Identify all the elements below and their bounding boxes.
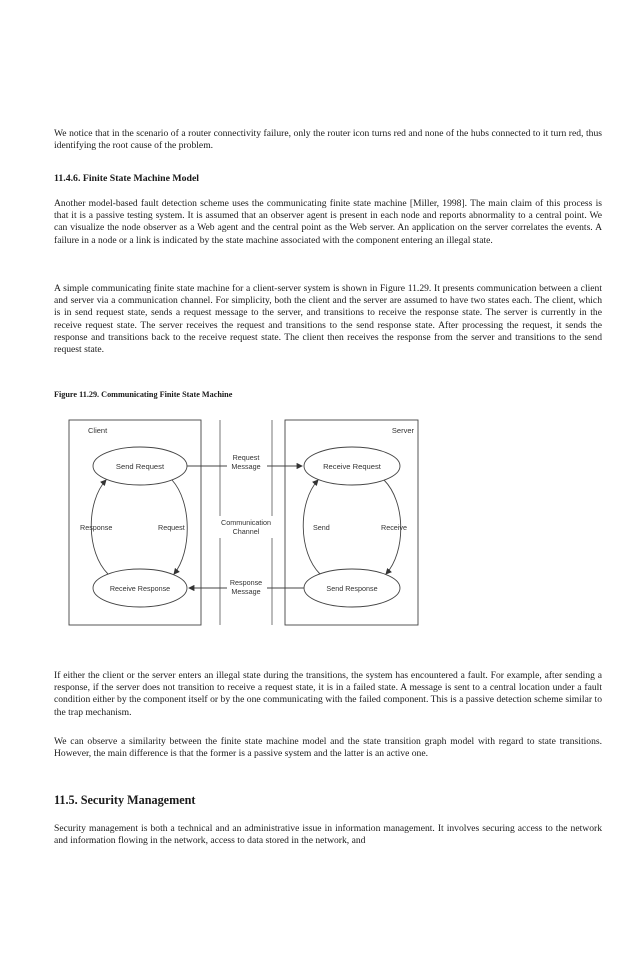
send-request-label: Send Request: [115, 462, 165, 471]
response-message-label-1: Response: [229, 578, 263, 587]
paragraph-fsm-client-server: A simple communicating finite state machine for a client-server system is shown in Figure 11.29. It presents communication between a client and server via a communication channel. For simplicity, both the client and the server are assumed to have two states each. The client, which is in send request state, sends a request message to the server, and transitions to receive the response state. The server is currently in the receive request state. The server receives the request and transitions to the send response state. After processing the request, it sends the response and transitions back to the receive request state. The client then receives the response from the server and transitions to the send request state.: [54, 283, 602, 356]
server-label: Server: [391, 426, 414, 435]
paragraph-security: Security management is both a technical and an administrative issue in information management. It involves securing access to the network and information flowing in the network, access to data stored in the network, and: [54, 823, 602, 847]
section-heading: 11.5. Security Management: [54, 793, 196, 807]
subsection-heading: 11.4.6. Finite State Machine Model: [54, 173, 200, 184]
paragraph-fsm-intro: Another model-based fault detection scheme uses the communicating finite state machine [Miller, 1998]. The main claim of this process is that it is a passive testing system. It is assumed that an observer agent is present in each node and reports abnormality to a central point. We can visualize the node observer as a Web agent and the central point as the Web server. An application on the server correlates the events. A failure in a node or a link is indicated by the state machine associated with the component entering an illegal state.: [54, 198, 602, 246]
request-message-label-2: Message: [231, 462, 261, 471]
client-response-label: Response: [80, 523, 113, 532]
receive-response-label: Receive Response: [109, 584, 171, 593]
request-message-label-1: Request: [232, 453, 260, 462]
fsm-diagram: [68, 412, 420, 632]
paragraph-illegal-state: If either the client or the server enters an illegal state during the transitions, the system has encountered a fault. For example, after sending a response, if the server does not transition to receive a request state, it is in a failed state. A message is sent to a central location under a fault condition either by the component itself or by the one communicating with the failed component. This is a passive detection scheme similar to the trap mechanism.: [54, 670, 602, 718]
send-response-label: Send Response: [326, 584, 378, 593]
client-request-label: Request: [158, 523, 185, 532]
channel-label-1: Communication: [221, 518, 271, 527]
channel-label-2: Channel: [232, 527, 260, 536]
receive-request-label: Receive Request: [323, 462, 381, 471]
paragraph-router-failure: We notice that in the scenario of a router connectivity failure, only the router icon turns red and none of the hubs connected to it turn red, thus identifying the root cause of the problem.: [54, 128, 602, 152]
figure-caption: Figure 11.29. Communicating Finite State Machine: [54, 390, 233, 399]
server-receive-label: Receive: [381, 523, 407, 532]
paragraph-similarity: We can observe a similarity between the finite state machine model and the state transition graph model with regard to state transitions. However, the main difference is that the former is a passive system and the latter is an active one.: [54, 736, 602, 760]
client-label: Client: [88, 426, 108, 435]
response-message-label-2: Message: [231, 587, 261, 596]
server-send-label: Send: [313, 523, 330, 532]
